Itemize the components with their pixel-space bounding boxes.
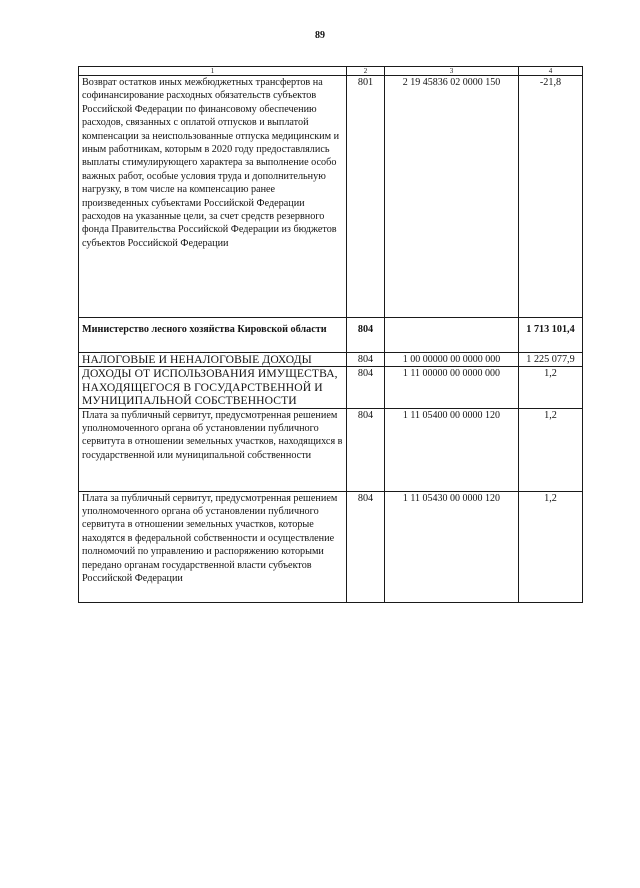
row-amount: 1,2 — [519, 367, 583, 408]
row-admin-code: 804 — [347, 491, 385, 602]
page-number: 89 — [315, 30, 325, 41]
row-description: Плата за публичный сервитут, предусмотренная решением уполномоченного органа об установлении публичного сервитута в отношении земельных участков, которые находятся в федеральной собственности и осуществление полномочий по управлению и распоряжению которыми передано органам государственной власти субъектов Российской Федерации — [79, 491, 347, 602]
row-admin-code: 804 — [347, 318, 385, 353]
row-kbk: 1 11 05430 00 0000 120 — [385, 491, 519, 602]
row-description: Министерство лесного хозяйства Кировской области — [79, 318, 347, 353]
row-admin-code: 804 — [347, 353, 385, 367]
table-row — [79, 408, 583, 491]
row-kbk: 1 11 05400 00 0000 120 — [385, 408, 519, 491]
row-kbk: 1 00 00000 00 0000 000 — [385, 353, 519, 367]
row-description: Плата за публичный сервитут, предусмотренная решением уполномоченного органа об установлении публичного сервитута в отношении земельных участков, находящихся в государственной или муниципальной собственности — [79, 408, 347, 491]
column-header-amount: 4 — [519, 67, 583, 76]
row-kbk — [385, 318, 519, 353]
row-amount: 1 225 077,9 — [519, 353, 583, 367]
revenue-table — [78, 66, 583, 603]
column-header-admin-code: 2 — [347, 67, 385, 76]
column-header-description: 1 — [79, 67, 347, 76]
row-description: ДОХОДЫ ОТ ИСПОЛЬЗОВАНИЯ ИМУЩЕСТВА, НАХОДЯЩЕГОСЯ В ГОСУДАРСТВЕННОЙ И МУНИЦИПАЛЬНОЙ СОБСТВЕННОСТИ — [79, 367, 347, 408]
table-row — [79, 76, 583, 318]
row-amount: 1,2 — [519, 491, 583, 602]
row-amount: 1 713 101,4 — [519, 318, 583, 353]
table-header-row — [79, 67, 583, 76]
row-admin-code: 801 — [347, 76, 385, 318]
row-admin-code: 804 — [347, 408, 385, 491]
row-amount: -21,8 — [519, 76, 583, 318]
table-row — [79, 353, 583, 367]
row-kbk: 2 19 45836 02 0000 150 — [385, 76, 519, 318]
table-row — [79, 318, 583, 353]
row-description: НАЛОГОВЫЕ И НЕНАЛОГОВЫЕ ДОХОДЫ — [79, 353, 347, 367]
table-row — [79, 491, 583, 602]
row-kbk: 1 11 00000 00 0000 000 — [385, 367, 519, 408]
row-amount: 1,2 — [519, 408, 583, 491]
table-row — [79, 367, 583, 408]
row-admin-code: 804 — [347, 367, 385, 408]
column-header-kbk: 3 — [385, 67, 519, 76]
row-description: Возврат остатков иных межбюджетных трансфертов на софинансирование расходных обязательств субъектов Российской Федерации по финансовому обеспечению расходов, связанных с оплатой отпусков и выплатой компенсации за неиспользованные отпуска медицинским и иным работникам, которым в 2020 году предоставлялись выплаты стимулирующего характера за выполнение особо важных работ, особые условия труда и дополнительную нагрузку, в том числе на компенсацию ранее произведенных субъектами Российской Федерации расходов на указанные цели, за счет средств резервного фонда Правительства Российской Федерации из бюджетов субъектов Российской Федерации — [79, 76, 347, 318]
